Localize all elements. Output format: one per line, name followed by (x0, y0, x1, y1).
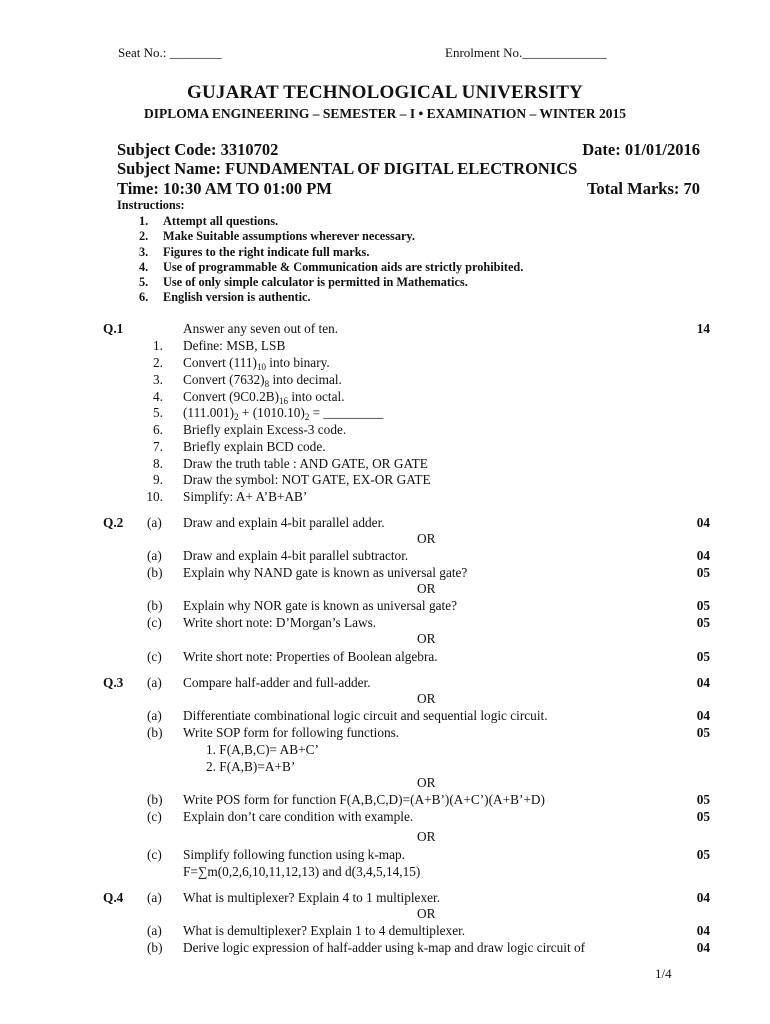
question-marks: 04 (696, 940, 710, 955)
question-item: Differentiate combinational logic circuit and sequential logic circuit. (183, 708, 548, 723)
part-label: (b) (147, 598, 163, 613)
subject-code: Subject Code: 3310702 (117, 140, 279, 159)
question-marks: 04 (696, 675, 710, 690)
question-item: What is multiplexer? Explain 4 to 1 multiplexer. (183, 890, 441, 905)
instruction-item: Figures to the right indicate full marks. (163, 245, 370, 259)
item-number: 7. (153, 439, 163, 454)
question-marks: 04 (696, 923, 710, 938)
or-separator: OR (417, 581, 436, 596)
instruction-item: Make Suitable assumptions wherever necessary. (163, 229, 415, 243)
question-marks: 04 (696, 515, 710, 530)
question-item: Compare half-adder and full-adder. (183, 675, 371, 690)
item-number: 9. (153, 472, 163, 487)
question-label: Q.4 (103, 890, 124, 905)
question-marks: 05 (696, 809, 710, 824)
subject-name: Subject Name: FUNDAMENTAL OF DIGITAL ELECTRONICS (117, 159, 578, 178)
seat-number-field: Seat No.: ________ (118, 45, 222, 60)
part-label: (a) (147, 548, 162, 563)
instruction-number: 3. (139, 245, 149, 259)
part-label: (a) (147, 675, 162, 690)
question-label: Q.3 (103, 675, 124, 690)
or-separator: OR (417, 906, 436, 921)
question-item: Draw the truth table : AND GATE, OR GATE (183, 456, 428, 471)
instruction-item: Use of programmable & Communication aids are strictly prohibited. (163, 260, 524, 274)
instruction-number: 1. (139, 214, 149, 228)
question-item: Draw and explain 4-bit parallel subtractor. (183, 548, 409, 563)
instruction-item: Use of only simple calculator is permitted in Mathematics. (163, 275, 468, 289)
or-separator: OR (417, 631, 436, 646)
question-item: Briefly explain Excess-3 code. (183, 422, 347, 437)
instruction-number: 2. (139, 229, 149, 243)
question-intro: Answer any seven out of ten. (183, 321, 339, 336)
question-item: Explain why NOR gate is known as universal gate? (183, 598, 458, 613)
item-number: 2. (153, 355, 163, 370)
sub-item: 2. F(A,B)=A+B’ (206, 759, 296, 774)
question-item: Convert $(111)_{10}$ into binary. (183, 355, 330, 372)
or-separator: OR (417, 829, 436, 844)
question-marks: 04 (696, 890, 710, 905)
question-marks: 14 (696, 321, 710, 336)
question-marks: 05 (696, 565, 710, 580)
part-label: (a) (147, 708, 162, 723)
item-number: 8. (153, 456, 163, 471)
part-label: (a) (147, 923, 162, 938)
question-marks: 04 (696, 548, 710, 563)
question-label: Q.1 (103, 321, 124, 336)
university-title: GUJARAT TECHNOLOGICAL UNIVERSITY (187, 82, 583, 103)
question-item: Write short note: Properties of Boolean algebra. (183, 649, 438, 664)
total-marks: Total Marks: 70 (586, 179, 700, 198)
question-item: Draw and explain 4-bit parallel adder. (183, 515, 385, 530)
question-label: Q.2 (103, 515, 124, 530)
question-item: Derive logic expression of half-adder using k-map and draw logic circuit of (183, 940, 586, 955)
instruction-number: 5. (139, 275, 149, 289)
question-item: Write SOP form for following functions. (183, 725, 400, 740)
item-number: 5. (153, 405, 163, 420)
question-marks: 05 (696, 615, 710, 630)
part-label: (c) (147, 649, 162, 664)
part-label: (b) (147, 792, 163, 807)
item-number: 4. (153, 389, 163, 404)
exam-title: DIPLOMA ENGINEERING – SEMESTER – I • EXAMINATION – WINTER 2015 (143, 106, 627, 121)
question-marks: 05 (696, 725, 710, 740)
page-number: 1/4 (655, 966, 672, 981)
question-item: Briefly explain BCD code. (183, 439, 326, 454)
part-label: (c) (147, 809, 162, 824)
exam-date: Date: 01/01/2016 (582, 140, 700, 159)
part-label: (a) (147, 515, 162, 530)
instructions-title: Instructions: (117, 198, 185, 212)
question-item: Write short note: D’Morgan’s Laws. (183, 615, 377, 630)
question-marks: 05 (696, 847, 710, 862)
sub-item: 1. F(A,B,C)= AB+C’ (206, 742, 319, 757)
part-label: (c) (147, 615, 162, 630)
question-marks: 05 (696, 649, 710, 664)
question-item: Explain don’t care condition with example. (183, 809, 414, 824)
part-label: (b) (147, 725, 163, 740)
item-number: 6. (153, 422, 163, 437)
item-number: 1. (153, 338, 163, 353)
instruction-item: English version is authentic. (163, 290, 311, 304)
question-item: $(111.001)_2 + (1010.10)_2$ = _________ (183, 405, 384, 422)
question-item: Convert $(9C0.2B)_{16}$ into octal. (183, 389, 345, 406)
instruction-number: 6. (139, 290, 149, 304)
enrolment-number-field: Enrolment No._____________ (445, 45, 607, 60)
question-item: Define: MSB, LSB (183, 338, 286, 353)
part-label: (b) (147, 940, 163, 955)
question-item: Simplify: A+ A’B+AB’ (183, 489, 308, 504)
item-number: 10. (146, 489, 163, 504)
question-item: Draw the symbol: NOT GATE, EX-OR GATE (183, 472, 431, 487)
or-separator: OR (417, 531, 436, 546)
instruction-item: Attempt all questions. (163, 214, 279, 228)
or-separator: OR (417, 691, 436, 706)
question-item: Simplify following function using k-map. (183, 847, 405, 862)
question-item: Write POS form for function F(A,B,C,D)=(A+B’)(A+C’)(A+B’+D) (183, 792, 545, 807)
question-item: Convert $(7632)_8$ into decimal. (183, 372, 342, 389)
instruction-number: 4. (139, 260, 149, 274)
exam-time: Time: 10:30 AM TO 01:00 PM (117, 179, 332, 198)
question-item: What is demultiplexer? Explain 1 to 4 demultiplexer. (183, 923, 466, 938)
question-marks: 04 (696, 708, 710, 723)
part-label: (a) (147, 890, 162, 905)
question-marks: 05 (696, 792, 710, 807)
item-number: 3. (153, 372, 163, 387)
part-label: (c) (147, 847, 162, 862)
question-item-continuation: F=∑m(0,2,6,10,11,12,13) and d(3,4,5,14,15) (183, 864, 421, 879)
or-separator: OR (417, 775, 436, 790)
question-item: Explain why NAND gate is known as universal gate? (183, 565, 468, 580)
question-marks: 05 (696, 598, 710, 613)
part-label: (b) (147, 565, 163, 580)
